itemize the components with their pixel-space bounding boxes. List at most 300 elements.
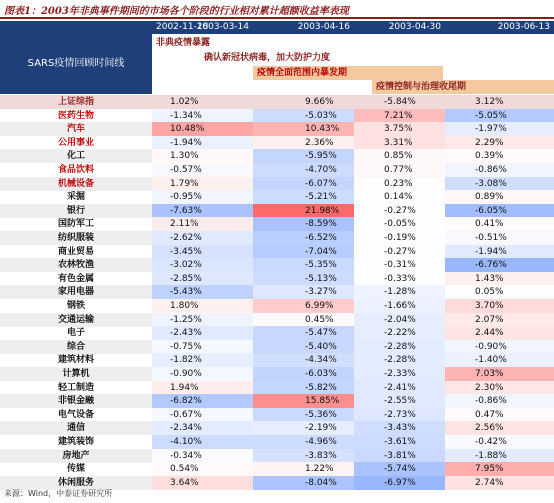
return-cell bbox=[354, 190, 445, 204]
return-value: -2.28% bbox=[384, 355, 416, 366]
return-value: -2.41% bbox=[384, 382, 416, 393]
return-value: 0.23% bbox=[384, 178, 413, 189]
return-value: -7.04% bbox=[305, 246, 337, 257]
return-cell bbox=[253, 367, 354, 381]
table-row bbox=[0, 122, 554, 136]
table-row bbox=[0, 394, 554, 408]
industry-name: 房地产 bbox=[62, 450, 90, 461]
return-cell bbox=[152, 245, 253, 259]
return-cell bbox=[253, 163, 354, 177]
table-row bbox=[0, 217, 554, 231]
return-value: 6.99% bbox=[305, 301, 334, 311]
table-row bbox=[0, 95, 554, 109]
return-value: -1.94% bbox=[170, 137, 202, 148]
return-cell bbox=[152, 109, 253, 123]
return-cell bbox=[445, 245, 554, 259]
industry-name: 计算机 bbox=[62, 369, 90, 379]
return-cell bbox=[152, 122, 253, 136]
table-row bbox=[0, 109, 554, 123]
industry-name: 休闲服务 bbox=[57, 477, 94, 488]
return-cell bbox=[253, 122, 354, 136]
return-value: -1.82% bbox=[170, 355, 202, 366]
return-cell bbox=[354, 408, 445, 422]
return-cell bbox=[253, 95, 354, 109]
return-cell bbox=[445, 122, 554, 136]
industry-name: 机械设备 bbox=[57, 178, 94, 189]
return-cell bbox=[253, 231, 354, 245]
table-row bbox=[0, 462, 554, 476]
return-cell bbox=[152, 408, 253, 422]
return-cell bbox=[354, 231, 445, 245]
table-row bbox=[0, 258, 554, 272]
industry-name: 轻工制造 bbox=[57, 382, 94, 393]
return-cell bbox=[445, 177, 554, 191]
return-cell bbox=[253, 421, 354, 435]
industry-name: 农林牧渔 bbox=[57, 260, 94, 271]
return-value: -6.03% bbox=[305, 369, 337, 379]
industry-name: 电气设备 bbox=[57, 409, 94, 420]
return-cell bbox=[152, 299, 253, 313]
return-cell bbox=[445, 258, 554, 272]
return-cell bbox=[253, 245, 354, 259]
industry-name: 纺织服装 bbox=[57, 233, 94, 243]
return-cell bbox=[253, 177, 354, 191]
return-value: 2.07% bbox=[475, 314, 504, 325]
return-cell bbox=[445, 367, 554, 381]
return-value: 3.31% bbox=[384, 137, 413, 148]
return-value: 2.11% bbox=[170, 219, 199, 230]
return-cell bbox=[253, 190, 354, 204]
return-cell bbox=[354, 421, 445, 435]
return-value: -4.34% bbox=[305, 355, 337, 366]
return-value: -6.07% bbox=[305, 178, 337, 189]
return-value: 0.89% bbox=[475, 192, 504, 203]
return-cell bbox=[152, 462, 253, 476]
return-cell bbox=[152, 353, 253, 367]
return-cell bbox=[253, 217, 354, 231]
return-value: -2.62% bbox=[170, 233, 202, 243]
industry-name: 上证综指 bbox=[57, 97, 94, 107]
table-row bbox=[0, 367, 554, 381]
industry-name: 非银金融 bbox=[57, 396, 94, 407]
return-cell bbox=[152, 340, 253, 354]
period-header-1 bbox=[152, 21, 253, 34]
return-value: -3.02% bbox=[170, 260, 202, 271]
return-value: -0.34% bbox=[170, 450, 202, 461]
return-cell bbox=[354, 340, 445, 354]
industry-name: 食品饮料 bbox=[57, 165, 94, 175]
return-value: -6.97% bbox=[384, 477, 416, 488]
return-cell bbox=[354, 258, 445, 272]
return-cell bbox=[445, 449, 554, 463]
return-cell bbox=[354, 476, 445, 490]
industry-name: 交通运输 bbox=[57, 314, 94, 325]
return-value: -5.47% bbox=[305, 328, 337, 339]
return-value: -3.83% bbox=[305, 450, 337, 461]
table-row bbox=[0, 204, 554, 218]
return-value: -3.08% bbox=[475, 178, 507, 189]
return-value: -0.95% bbox=[170, 192, 202, 203]
return-value: -2.33% bbox=[384, 369, 416, 379]
return-value: -4.10% bbox=[170, 437, 202, 447]
return-cell bbox=[445, 313, 554, 327]
return-value: -0.42% bbox=[475, 437, 507, 447]
return-value: -5.84% bbox=[384, 97, 416, 107]
industry-name: 电子 bbox=[66, 328, 85, 339]
return-cell bbox=[152, 177, 253, 191]
return-cell bbox=[152, 231, 253, 245]
table-row bbox=[0, 326, 554, 340]
return-cell bbox=[354, 381, 445, 395]
return-cell bbox=[445, 149, 554, 163]
return-value: 0.54% bbox=[170, 464, 199, 475]
return-cell bbox=[445, 340, 554, 354]
return-value: 1.22% bbox=[305, 464, 334, 475]
return-value: -1.94% bbox=[475, 246, 507, 257]
table-row bbox=[0, 299, 554, 313]
return-value: -3.81% bbox=[384, 450, 416, 461]
return-cell bbox=[445, 217, 554, 231]
return-value: 0.41% bbox=[475, 219, 504, 230]
return-value: -2.22% bbox=[384, 328, 416, 339]
return-value: -0.75% bbox=[170, 341, 202, 352]
return-cell bbox=[253, 326, 354, 340]
return-cell bbox=[253, 204, 354, 218]
return-value: -1.34% bbox=[170, 110, 202, 121]
return-value: 2.36% bbox=[305, 137, 334, 148]
return-value: -1.66% bbox=[384, 301, 416, 311]
return-value: 1.02% bbox=[170, 97, 199, 107]
return-value: -1.40% bbox=[475, 355, 507, 366]
return-cell bbox=[152, 258, 253, 272]
return-cell bbox=[445, 381, 554, 395]
return-cell bbox=[253, 435, 354, 449]
table-row bbox=[0, 149, 554, 163]
industry-name: 汽车 bbox=[66, 124, 85, 135]
table-row bbox=[0, 163, 554, 177]
return-value: -3.45% bbox=[170, 246, 202, 257]
return-cell bbox=[253, 136, 354, 150]
table-row bbox=[0, 272, 554, 286]
return-value: -0.86% bbox=[475, 396, 507, 407]
industry-name: 家用电器 bbox=[57, 287, 94, 298]
timeline-label-text: SARS疫情回顾时间线 bbox=[27, 58, 125, 69]
return-cell bbox=[445, 462, 554, 476]
return-value: 2.29% bbox=[475, 137, 504, 148]
title-rule bbox=[0, 17, 554, 19]
return-cell bbox=[253, 258, 354, 272]
return-cell bbox=[152, 95, 253, 109]
return-cell bbox=[253, 299, 354, 313]
return-cell bbox=[253, 476, 354, 490]
return-cell bbox=[152, 204, 253, 218]
return-value: -0.19% bbox=[384, 233, 416, 243]
return-cell bbox=[253, 109, 354, 123]
period-3-to: 2003-04-30 bbox=[388, 22, 441, 32]
return-value: -8.59% bbox=[305, 219, 337, 230]
header-corner bbox=[0, 21, 152, 34]
return-cell bbox=[445, 435, 554, 449]
timeline-label bbox=[0, 34, 152, 94]
industry-name: 银行 bbox=[66, 205, 85, 216]
return-cell bbox=[152, 326, 253, 340]
phase-4: 疫情控制与治理收尾期 bbox=[372, 80, 554, 94]
return-cell bbox=[354, 435, 445, 449]
return-cell bbox=[253, 462, 354, 476]
return-value: 1.79% bbox=[170, 178, 199, 189]
return-cell bbox=[354, 449, 445, 463]
return-cell bbox=[354, 149, 445, 163]
return-cell bbox=[445, 299, 554, 313]
figure-title: 图表1：2003年非典事件期间的市场各个阶段的行业相对累计超额收益率表现 bbox=[4, 6, 349, 16]
table-row bbox=[0, 340, 554, 354]
return-value: 0.39% bbox=[475, 151, 504, 162]
industry-name: 采掘 bbox=[66, 192, 85, 203]
return-cell bbox=[152, 381, 253, 395]
return-value: -2.04% bbox=[384, 314, 416, 325]
return-value: -2.55% bbox=[384, 396, 416, 407]
return-value: -4.70% bbox=[305, 165, 337, 175]
return-value: 10.43% bbox=[305, 124, 340, 135]
return-cell bbox=[152, 217, 253, 231]
period-1-from: 2002-11-18 bbox=[156, 22, 209, 32]
return-cell bbox=[354, 136, 445, 150]
table-row bbox=[0, 449, 554, 463]
return-value: 0.14% bbox=[384, 192, 413, 203]
return-value: -0.31% bbox=[384, 260, 416, 271]
return-value: -2.34% bbox=[170, 423, 202, 434]
return-value: 0.05% bbox=[475, 287, 504, 298]
industry-name: 钢铁 bbox=[66, 301, 85, 311]
table-row bbox=[0, 381, 554, 395]
return-cell bbox=[253, 353, 354, 367]
period-header-4 bbox=[445, 21, 554, 34]
return-value: 1.80% bbox=[170, 301, 199, 311]
return-value: -5.43% bbox=[170, 287, 202, 298]
return-cell bbox=[445, 163, 554, 177]
return-cell bbox=[354, 285, 445, 299]
return-value: -3.27% bbox=[305, 287, 337, 298]
return-cell bbox=[152, 313, 253, 327]
return-value: -5.13% bbox=[305, 273, 337, 284]
return-cell bbox=[354, 245, 445, 259]
return-value: 7.21% bbox=[384, 110, 413, 121]
industry-name: 医药生物 bbox=[57, 110, 94, 121]
return-value: -6.05% bbox=[475, 205, 507, 216]
return-cell bbox=[445, 272, 554, 286]
return-cell bbox=[354, 217, 445, 231]
return-value: -0.90% bbox=[475, 341, 507, 352]
table-row bbox=[0, 190, 554, 204]
return-cell bbox=[354, 394, 445, 408]
return-value: -2.85% bbox=[170, 273, 202, 284]
return-value: -0.27% bbox=[384, 246, 416, 257]
return-cell bbox=[445, 285, 554, 299]
return-value: -1.25% bbox=[170, 314, 202, 325]
return-cell bbox=[152, 435, 253, 449]
return-value: -3.61% bbox=[384, 437, 416, 447]
return-value: -0.57% bbox=[170, 165, 202, 175]
return-value: 9.66% bbox=[305, 97, 334, 107]
return-cell bbox=[152, 421, 253, 435]
return-value: -0.33% bbox=[384, 273, 416, 284]
return-cell bbox=[354, 177, 445, 191]
return-cell bbox=[354, 95, 445, 109]
return-value: -1.28% bbox=[384, 287, 416, 298]
return-cell bbox=[445, 204, 554, 218]
table-row bbox=[0, 285, 554, 299]
return-cell bbox=[445, 408, 554, 422]
return-cell bbox=[445, 95, 554, 109]
return-value: 2.30% bbox=[475, 382, 504, 393]
return-cell bbox=[445, 109, 554, 123]
return-value: 0.47% bbox=[475, 409, 504, 420]
return-value: 2.44% bbox=[475, 328, 504, 339]
return-value: -5.35% bbox=[305, 260, 337, 271]
table-row bbox=[0, 231, 554, 245]
return-cell bbox=[445, 476, 554, 490]
return-value: -6.82% bbox=[170, 396, 202, 407]
return-value: 0.85% bbox=[384, 151, 413, 162]
return-cell bbox=[253, 272, 354, 286]
return-value: -5.03% bbox=[305, 110, 337, 121]
return-value: 1.30% bbox=[170, 151, 199, 162]
phase-3: 疫情全面范围内暴发期 bbox=[253, 66, 443, 80]
industry-name: 建筑装饰 bbox=[57, 437, 94, 447]
return-value: -5.74% bbox=[384, 464, 416, 475]
return-cell bbox=[354, 462, 445, 476]
return-cell bbox=[445, 190, 554, 204]
return-value: -5.95% bbox=[305, 151, 337, 162]
return-cell bbox=[445, 136, 554, 150]
return-value: -5.40% bbox=[305, 341, 337, 352]
return-value: 15.85% bbox=[305, 396, 340, 407]
return-cell bbox=[152, 136, 253, 150]
industry-name: 通信 bbox=[66, 423, 85, 434]
return-cell bbox=[354, 367, 445, 381]
phase-2: 确认新冠状病毒，加大防护力度 bbox=[204, 53, 331, 63]
return-value: -8.04% bbox=[305, 477, 337, 488]
period-header-2 bbox=[253, 21, 354, 34]
return-cell bbox=[354, 299, 445, 313]
return-value: 3.12% bbox=[475, 97, 504, 107]
return-cell bbox=[253, 449, 354, 463]
table-row bbox=[0, 245, 554, 259]
return-cell bbox=[152, 367, 253, 381]
return-value: -0.27% bbox=[384, 205, 416, 216]
return-cell bbox=[152, 285, 253, 299]
return-value: 7.95% bbox=[475, 464, 504, 475]
return-value: 3.70% bbox=[475, 301, 504, 311]
return-cell bbox=[253, 313, 354, 327]
return-value: -4.96% bbox=[305, 437, 337, 447]
return-cell bbox=[354, 204, 445, 218]
return-value: -1.97% bbox=[475, 124, 507, 135]
industry-name: 综合 bbox=[66, 341, 85, 352]
return-cell bbox=[253, 408, 354, 422]
industry-name: 传媒 bbox=[66, 464, 85, 475]
return-cell bbox=[445, 231, 554, 245]
return-cell bbox=[354, 313, 445, 327]
return-value: 1.43% bbox=[475, 273, 504, 284]
return-value: 7.03% bbox=[475, 369, 504, 379]
return-value: 3.64% bbox=[170, 477, 199, 488]
industry-name: 国防军工 bbox=[57, 219, 94, 230]
return-value: 0.45% bbox=[305, 314, 334, 325]
return-cell bbox=[445, 394, 554, 408]
return-cell bbox=[152, 163, 253, 177]
return-cell bbox=[152, 476, 253, 490]
return-cell bbox=[445, 326, 554, 340]
return-value: -0.90% bbox=[170, 369, 202, 379]
table-row bbox=[0, 136, 554, 150]
industry-name: 公用事业 bbox=[57, 137, 94, 148]
return-value: -2.28% bbox=[384, 341, 416, 352]
source-note: 来源：Wind，中泰证券研究所 bbox=[4, 489, 113, 498]
return-cell bbox=[152, 394, 253, 408]
return-value: -6.52% bbox=[305, 233, 337, 243]
return-value: -5.21% bbox=[305, 192, 337, 203]
return-value: -5.82% bbox=[305, 382, 337, 393]
table-row bbox=[0, 408, 554, 422]
return-cell bbox=[152, 449, 253, 463]
industry-name: 有色金属 bbox=[57, 273, 94, 284]
period-1-to: 2003-03-14 bbox=[196, 22, 249, 32]
period-2-to: 2003-04-16 bbox=[297, 22, 350, 32]
return-cell bbox=[354, 272, 445, 286]
period-header-3 bbox=[354, 21, 445, 34]
return-cell bbox=[152, 272, 253, 286]
return-value: -0.86% bbox=[475, 165, 507, 175]
return-cell bbox=[152, 149, 253, 163]
return-value: -0.51% bbox=[475, 233, 507, 243]
return-value: -2.73% bbox=[384, 409, 416, 420]
return-cell bbox=[253, 285, 354, 299]
return-value: -0.05% bbox=[384, 219, 416, 230]
return-value: -2.19% bbox=[305, 423, 337, 434]
table-row bbox=[0, 435, 554, 449]
return-value: 0.77% bbox=[384, 165, 413, 175]
table-row bbox=[0, 313, 554, 327]
return-cell bbox=[445, 353, 554, 367]
return-value: -7.63% bbox=[170, 205, 202, 216]
table-row bbox=[0, 177, 554, 191]
industry-name: 商业贸易 bbox=[57, 246, 94, 257]
return-cell bbox=[354, 353, 445, 367]
return-cell bbox=[354, 326, 445, 340]
return-cell bbox=[253, 394, 354, 408]
return-cell bbox=[253, 340, 354, 354]
phase-1: 非典疫情暴露 bbox=[156, 38, 211, 48]
period-4-to: 2003-06-13 bbox=[497, 22, 550, 32]
return-value: -5.36% bbox=[305, 409, 337, 420]
return-value: 10.48% bbox=[170, 124, 205, 135]
return-cell bbox=[253, 381, 354, 395]
return-value: 3.75% bbox=[384, 124, 413, 135]
return-value: 21.98% bbox=[305, 205, 340, 216]
return-cell bbox=[152, 190, 253, 204]
return-value: -2.43% bbox=[170, 328, 202, 339]
return-value: 1.94% bbox=[170, 382, 199, 393]
return-value: -0.67% bbox=[170, 409, 202, 420]
return-cell bbox=[354, 109, 445, 123]
industry-name: 化工 bbox=[66, 151, 85, 162]
return-value: 2.56% bbox=[475, 423, 504, 434]
return-value: -5.05% bbox=[475, 110, 507, 121]
return-value: -6.76% bbox=[475, 260, 507, 271]
return-cell bbox=[354, 122, 445, 136]
industry-name: 建筑材料 bbox=[57, 355, 94, 366]
